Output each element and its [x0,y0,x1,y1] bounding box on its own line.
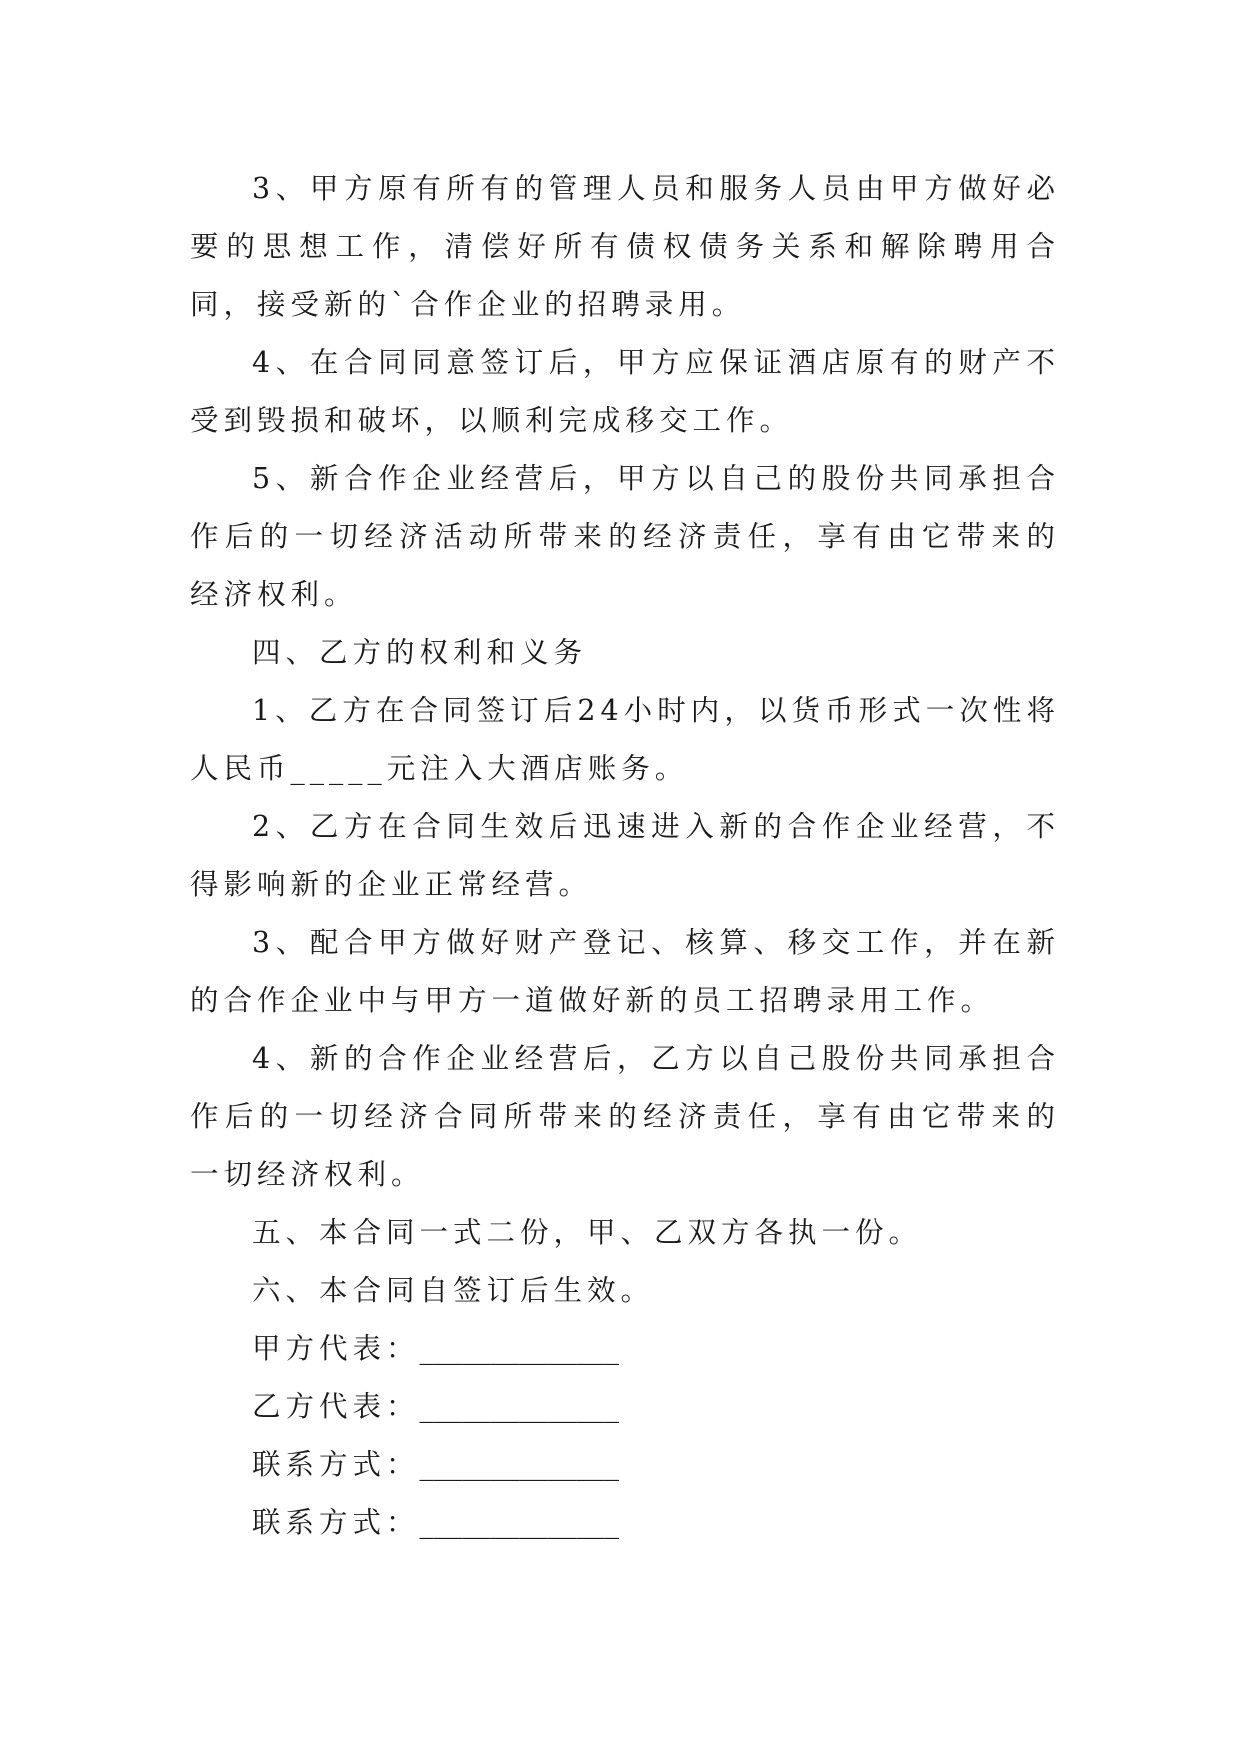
paragraph-party-b-payment: 1、乙方在合同签订后24小时内，以货币形式一次性将人民币_____元注入大酒店账务。 [190,694,1060,785]
paragraph-party-b-liability: 4、新的合作企业经营后，乙方以自己股份共同承担合作后的一切经济合同所带来的经济责任，享有由它带来的一切经济权利。 [190,1042,1060,1191]
signature-row-contact-2 [190,1494,1060,1552]
paragraph-party-b-operation: 2、乙方在合同生效后迅速进入新的合作企业经营，不得影响新的企业正常经营。 [190,810,1060,901]
signature-row-party-b [190,1378,1060,1436]
clause-copies: 五、本合同一式二份，甲、乙双方各执一份。 [252,1216,923,1249]
signature-blank-line: ______________ [419,1332,620,1365]
signature-label: 联系方式： [252,1506,420,1539]
signature-blank-line: ______________ [419,1390,620,1423]
signature-blank-line: ______________ [419,1448,620,1481]
section-heading-party-b: 四、乙方的权利和义务 [252,636,588,669]
paragraph-party-a-assets: 4、在合同同意签订后，甲方应保证酒店原有的财产不受到毁损和破坏，以顺利完成移交工作。 [190,346,1060,437]
signature-row-contact-1 [190,1436,1060,1494]
paragraph-party-a-staff: 3、甲方原有所有的管理人员和服务人员由甲方做好必要的思想工作，清偿好所有债权债务关系和解除聘用合同，接受新的`合作企业的招聘录用。 [190,172,1060,321]
signature-blank-line: ______________ [419,1506,620,1539]
paragraph-party-b-cooperation: 3、配合甲方做好财产登记、核算、移交工作，并在新的合作企业中与甲方一道做好新的员工招聘录用工作。 [190,926,1060,1017]
signature-label: 乙方代表： [252,1390,420,1423]
signature-label: 联系方式： [252,1448,420,1481]
signature-row-party-a [190,1320,1060,1378]
paragraph-party-a-liability: 5、新合作企业经营后，甲方以自己的股份共同承担合作后的一切经济活动所带来的经济责任，享有由它带来的经济权利。 [190,462,1060,611]
document-body [190,160,1060,1552]
signature-label: 甲方代表： [252,1332,420,1365]
clause-effective: 六、本合同自签订后生效。 [252,1274,655,1307]
